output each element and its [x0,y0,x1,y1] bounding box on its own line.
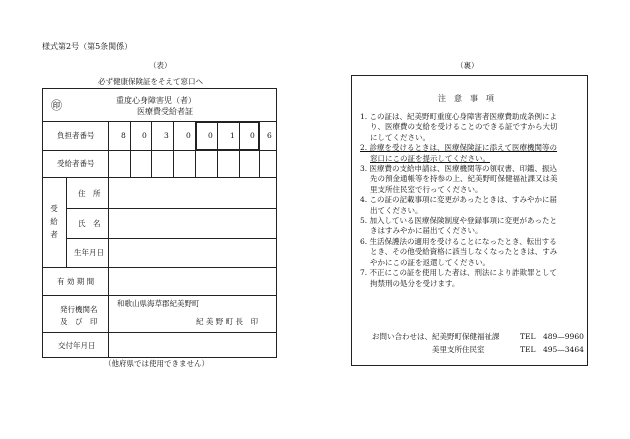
payer-digit: 0 [186,131,191,140]
contact-2-tel: TEL 495—3464 [520,345,584,354]
payer-digit: 3 [164,131,169,140]
payer-digit: 1 [230,131,235,140]
valid-period-label: 有 効 期 間 [57,277,95,286]
card-title-line1: 重度心身障害児（者） [116,96,196,105]
form-number: 様式第2号（第5条関係） [42,42,133,51]
payer-digit: 0 [142,131,147,140]
card-title-line2: 医療費受給者証 [137,107,193,116]
notice-item-1: 1. この証は、紀美野町重度心身障害者医療費助成条例によ り、医療費の支給を受けることのできる証ですから大切 にしてください。 [360,112,558,142]
dob-label: 生年月日 [74,248,104,257]
name-label: 氏 名 [78,219,101,228]
payer-digit: 8 [121,131,126,140]
notice-item-6: 6. 生活保護法の適用を受けることになったとき、転出する とき、その他受給資格に該当しなくなったときは、すみ やかにこの証を返還してください。 [360,236,558,267]
back-caption: （裏） [456,61,479,70]
contact-prefix: お問い合わせは、 [372,332,432,341]
recipient-side-label: 受給者 [50,204,58,239]
payer-digit: 0 [208,131,213,140]
issuer-label-2: 及 び 印 [60,317,98,326]
notice-item-7: 7. 不正にこの証を使用した者は、刑法により詐欺罪として 拘禁刑の処分を受けます。 [360,268,558,288]
contact-1-tel: TEL 489—9960 [520,332,584,341]
issuer-value-2: 紀 美 野 町 長 印 [196,317,259,326]
notice-item-5: 5. 加入している医療保険制度や登録事項に変更があったと きはすみやかに届出てください。 [360,216,557,236]
notice-item-4: 4. この証の記載事項に変更があったときは、すみやかに届 出てください。 [360,195,557,215]
contact-2-org: 美里支所住民室 [432,345,485,354]
issued-date-label: 交付年月日 [58,341,96,350]
seal-mark: ㊞ [51,99,62,112]
front-caption: （表） [149,61,172,70]
payer-number-label: 負担者番号 [57,131,95,140]
notice-item-2: 2. 診療を受けるときは、医療保険証に添えて医療機関等の 窓口にこの証を提示してください。 [360,143,558,163]
address-label: 住 所 [78,189,101,198]
front-bottom-note: （他府県では使用できません） [104,359,209,368]
issuer-label-1: 発行機関名 [60,305,98,314]
payer-digit: 6 [267,131,272,140]
notice-list [360,112,584,289]
notice-item-3: 3. 医療費の支給申請は、医療機関等の領収書、印鑑、振込 先の預金通帳等を持参の上、紀美野町保健福祉課又は美 里支所住民室で行ってください。 [360,164,558,194]
contact-1-org: 紀美野町保健福祉課 [432,332,500,341]
issuer-value-1: 和歌山県海草郡紀美野町 [117,299,200,308]
payer-digit: 0 [250,131,255,140]
recipient-number-label: 受給者番号 [57,159,95,168]
front-top-note: 必ず健康保険証をそえて窓口へ [98,77,203,86]
notice-title: 注 意 事 項 [438,94,494,103]
